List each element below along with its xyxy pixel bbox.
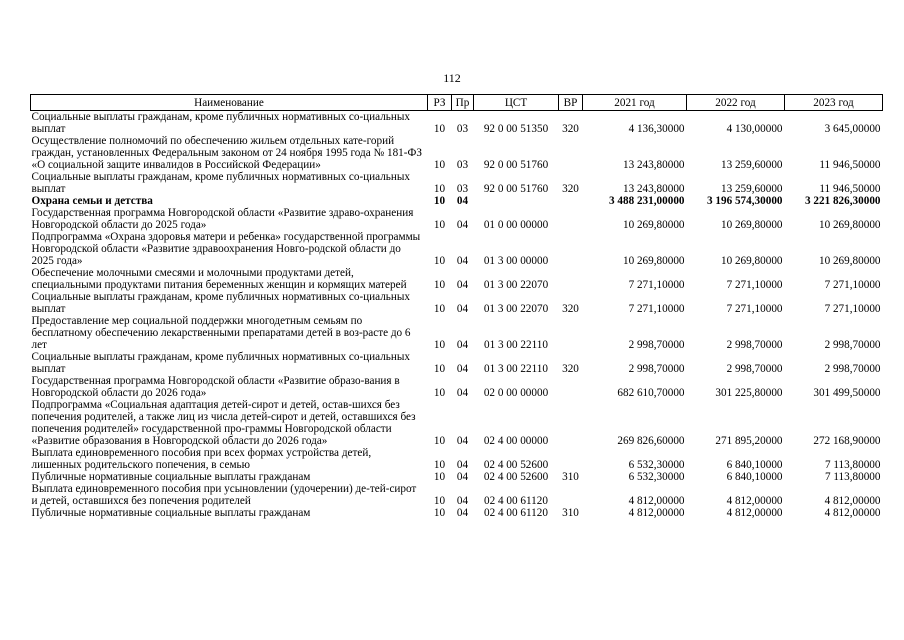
cell-y2021: 6 532,30000 — [628, 459, 685, 471]
cell-cst: 02 4 00 00000 — [483, 435, 549, 447]
cell-y2022: 4 812,00000 — [726, 495, 783, 507]
cell-name: Социальные выплаты гражданам, кроме публичных нормативных со-циальных выплат — [31, 291, 410, 315]
cell-rz: 10 — [433, 123, 446, 135]
cell-name: Публичные нормативные социальные выплаты гражданам — [31, 471, 311, 483]
cell-pr: 04 — [456, 459, 469, 471]
cell-pr: 04 — [456, 279, 469, 291]
cell-y2023: 2 998,70000 — [824, 363, 881, 375]
cell-y2023: 10 269,80000 — [818, 255, 881, 267]
table-row — [31, 291, 883, 315]
cell-y2023: 3 645,00000 — [824, 123, 881, 135]
cell-y2022: 10 269,80000 — [720, 219, 783, 231]
cell-pr: 04 — [456, 495, 469, 507]
cell-y2023: 301 499,50000 — [813, 387, 881, 399]
cell-vr — [559, 195, 583, 207]
cell-vr — [559, 315, 583, 351]
cell-pr: 03 — [456, 183, 469, 195]
cell-vr — [559, 375, 583, 399]
header-cst: ЦСТ — [474, 95, 559, 111]
cell-name: Охрана семьи и детства — [31, 195, 153, 207]
cell-y2022: 4 812,00000 — [726, 507, 783, 519]
header-2023: 2023 год — [785, 95, 883, 111]
cell-y2021: 4 812,00000 — [628, 495, 685, 507]
cell-vr — [559, 483, 583, 507]
cell-rz: 10 — [433, 255, 446, 267]
page-number: 112 — [443, 71, 461, 85]
cell-vr: 320 — [562, 123, 579, 135]
table-row — [31, 375, 883, 399]
cell-rz: 10 — [433, 495, 446, 507]
cell-pr: 04 — [456, 435, 469, 447]
cell-cst: 92 0 00 51760 — [483, 159, 549, 171]
cell-y2023: 2 998,70000 — [824, 339, 881, 351]
table-row — [31, 135, 883, 171]
cell-name: Публичные нормативные социальные выплаты гражданам — [31, 507, 311, 519]
cell-cst: 01 3 00 22070 — [483, 279, 549, 291]
cell-y2022: 7 271,10000 — [726, 303, 783, 315]
table-row — [31, 231, 883, 267]
cell-cst — [474, 195, 559, 207]
table-row — [31, 471, 883, 483]
cell-y2023: 7 271,10000 — [824, 279, 881, 291]
cell-y2022: 6 840,10000 — [726, 459, 783, 471]
cell-pr: 04 — [456, 303, 469, 315]
cell-vr: 320 — [562, 363, 579, 375]
cell-pr: 04 — [456, 363, 469, 375]
cell-cst: 02 4 00 61120 — [484, 495, 548, 507]
cell-cst: 01 3 00 22110 — [484, 339, 548, 351]
cell-vr: 310 — [562, 471, 579, 483]
cell-y2023: 11 946,50000 — [819, 183, 881, 195]
cell-name: Осуществление полномочий по обеспечению жильем отдельных кате-горий граждан, установленных Федеральным законом от 24 ноября 1995 года № 181-ФЗ «О социальной защите инвалидов в Российской Федерации» — [31, 135, 422, 171]
cell-pr: 03 — [456, 123, 469, 135]
table-row — [31, 399, 883, 447]
cell-pr: 04 — [456, 255, 469, 267]
cell-cst: 01 3 00 22070 — [483, 303, 549, 315]
table-row — [31, 267, 883, 291]
cell-y2021: 10 269,80000 — [622, 219, 685, 231]
cell-y2023: 7 113,80000 — [824, 459, 881, 471]
cell-rz: 10 — [433, 435, 446, 447]
cell-name: Социальные выплаты гражданам, кроме публичных нормативных со-циальных выплат — [31, 351, 410, 375]
cell-y2022: 13 259,60000 — [720, 159, 783, 171]
cell-vr: 320 — [562, 183, 579, 195]
cell-name: Государственная программа Новгородской области «Развитие здраво-охранения Новгородской области до 2025 года» — [31, 207, 414, 231]
cell-y2021: 2 998,70000 — [628, 339, 685, 351]
table-row — [31, 507, 883, 519]
cell-vr: 320 — [562, 303, 579, 315]
cell-y2021: 4 136,30000 — [628, 123, 685, 135]
cell-y2023: 10 269,80000 — [818, 219, 881, 231]
cell-rz: 10 — [433, 183, 446, 195]
cell-y2023: 4 812,00000 — [824, 507, 881, 519]
cell-name: Обеспечение молочными смесями и молочными продуктами детей, специальными продуктами питания беременных женщин и кормящих матерей — [31, 267, 407, 291]
cell-pr: 04 — [456, 195, 469, 207]
cell-name: Выплата единовременного пособия при усыновлении (удочерении) де-тей-сирот и детей, оставшихся без попечения родителей — [31, 483, 417, 507]
cell-vr — [559, 447, 583, 471]
cell-pr: 04 — [456, 471, 469, 483]
cell-pr: 04 — [456, 219, 469, 231]
cell-rz: 10 — [433, 303, 446, 315]
cell-y2022: 13 259,60000 — [720, 183, 783, 195]
header-rz: РЗ — [428, 95, 452, 111]
cell-y2021: 3 488 231,00000 — [608, 195, 685, 207]
cell-y2023: 272 168,90000 — [813, 435, 881, 447]
cell-pr: 04 — [456, 387, 469, 399]
cell-name: Социальные выплаты гражданам, кроме публичных нормативных со-циальных выплат — [31, 111, 410, 135]
cell-y2021: 682 610,70000 — [617, 387, 685, 399]
cell-rz: 10 — [433, 195, 446, 207]
cell-rz: 10 — [433, 219, 446, 231]
header-2021: 2021 год — [583, 95, 687, 111]
cell-vr: 310 — [562, 507, 579, 519]
budget-table — [30, 94, 883, 519]
cell-rz: 10 — [433, 159, 446, 171]
table-header — [31, 95, 883, 111]
cell-name: Предоставление мер социальной поддержки многодетным семьям по бесплатному обеспечению лекарственными препаратами детей в воз-расте до 6 лет — [31, 315, 411, 351]
cell-name: Подпрограмма «Социальная адаптация детей-сирот и детей, остав-шихся без попечения родителей, а также лиц из числа детей-сирот и детей, оставшихся без попечения родителей» государственной про-граммы Новгородской области «Развитие образования в Новгородской области до 2026 года» — [31, 399, 416, 447]
cell-rz: 10 — [433, 279, 446, 291]
table-row — [31, 207, 883, 231]
header-pr: Пр — [452, 95, 474, 111]
cell-y2022: 3 196 574,30000 — [706, 195, 783, 207]
cell-rz: 10 — [433, 471, 446, 483]
cell-y2023: 7 113,80000 — [824, 471, 881, 483]
cell-cst: 02 4 00 52600 — [483, 459, 549, 471]
table-body — [31, 111, 883, 520]
cell-y2022: 2 998,70000 — [726, 339, 783, 351]
cell-y2023: 3 221 826,30000 — [804, 195, 881, 207]
cell-pr: 03 — [456, 159, 469, 171]
header-name: Наименование — [31, 95, 428, 111]
cell-pr: 04 — [456, 339, 469, 351]
cell-vr — [559, 399, 583, 447]
cell-name: Социальные выплаты гражданам, кроме публичных нормативных со-циальных выплат — [31, 171, 410, 195]
cell-y2023: 11 946,50000 — [819, 159, 881, 171]
cell-cst: 02 4 00 52600 — [483, 471, 549, 483]
cell-y2022: 301 225,80000 — [715, 387, 783, 399]
cell-y2023: 4 812,00000 — [824, 495, 881, 507]
cell-rz: 10 — [433, 363, 446, 375]
cell-cst: 01 0 00 00000 — [483, 219, 549, 231]
cell-vr — [559, 231, 583, 267]
header-2022: 2022 год — [687, 95, 785, 111]
table-row — [31, 111, 883, 136]
cell-y2021: 4 812,00000 — [628, 507, 685, 519]
cell-name: Подпрограмма «Охрана здоровья матери и ребенка» государственной программы Новгородской области «Развитие здравоохранения Новго-родской области до 2025 года» — [31, 231, 421, 267]
cell-y2021: 13 243,80000 — [622, 159, 685, 171]
table-row — [31, 351, 883, 375]
cell-cst: 02 0 00 00000 — [483, 387, 549, 399]
cell-y2021: 269 826,60000 — [617, 435, 685, 447]
cell-cst: 92 0 00 51350 — [483, 123, 549, 135]
header-vr: ВР — [559, 95, 583, 111]
cell-y2021: 7 271,10000 — [628, 303, 685, 315]
cell-y2022: 7 271,10000 — [726, 279, 783, 291]
cell-vr — [559, 135, 583, 171]
cell-cst: 92 0 00 51760 — [483, 183, 549, 195]
cell-rz: 10 — [433, 387, 446, 399]
table-row — [31, 447, 883, 471]
cell-y2022: 271 895,20000 — [715, 435, 783, 447]
cell-y2021: 6 532,30000 — [628, 471, 685, 483]
cell-y2022: 2 998,70000 — [726, 363, 783, 375]
table-row — [31, 171, 883, 195]
table-row — [31, 315, 883, 351]
cell-rz: 10 — [433, 339, 446, 351]
cell-name: Выплата единовременного пособия при всех формах устройства детей, лишенных родительского попечения, в семью — [31, 447, 372, 471]
cell-vr — [559, 267, 583, 291]
cell-y2021: 2 998,70000 — [628, 363, 685, 375]
cell-y2021: 10 269,80000 — [622, 255, 685, 267]
cell-name: Государственная программа Новгородской области «Развитие образо-вания в Новгородской области до 2026 года» — [31, 375, 400, 399]
cell-y2022: 6 840,10000 — [726, 471, 783, 483]
table-row — [31, 483, 883, 507]
cell-vr — [559, 207, 583, 231]
cell-rz: 10 — [433, 507, 446, 519]
cell-y2022: 4 130,00000 — [726, 123, 783, 135]
cell-y2023: 7 271,10000 — [824, 303, 881, 315]
cell-y2021: 13 243,80000 — [622, 183, 685, 195]
cell-cst: 01 3 00 22110 — [484, 363, 548, 375]
cell-y2021: 7 271,10000 — [628, 279, 685, 291]
table-row — [31, 195, 883, 207]
cell-pr: 04 — [456, 507, 469, 519]
cell-cst: 01 3 00 00000 — [483, 255, 549, 267]
cell-cst: 02 4 00 61120 — [484, 507, 548, 519]
cell-rz: 10 — [433, 459, 446, 471]
cell-y2022: 10 269,80000 — [720, 255, 783, 267]
